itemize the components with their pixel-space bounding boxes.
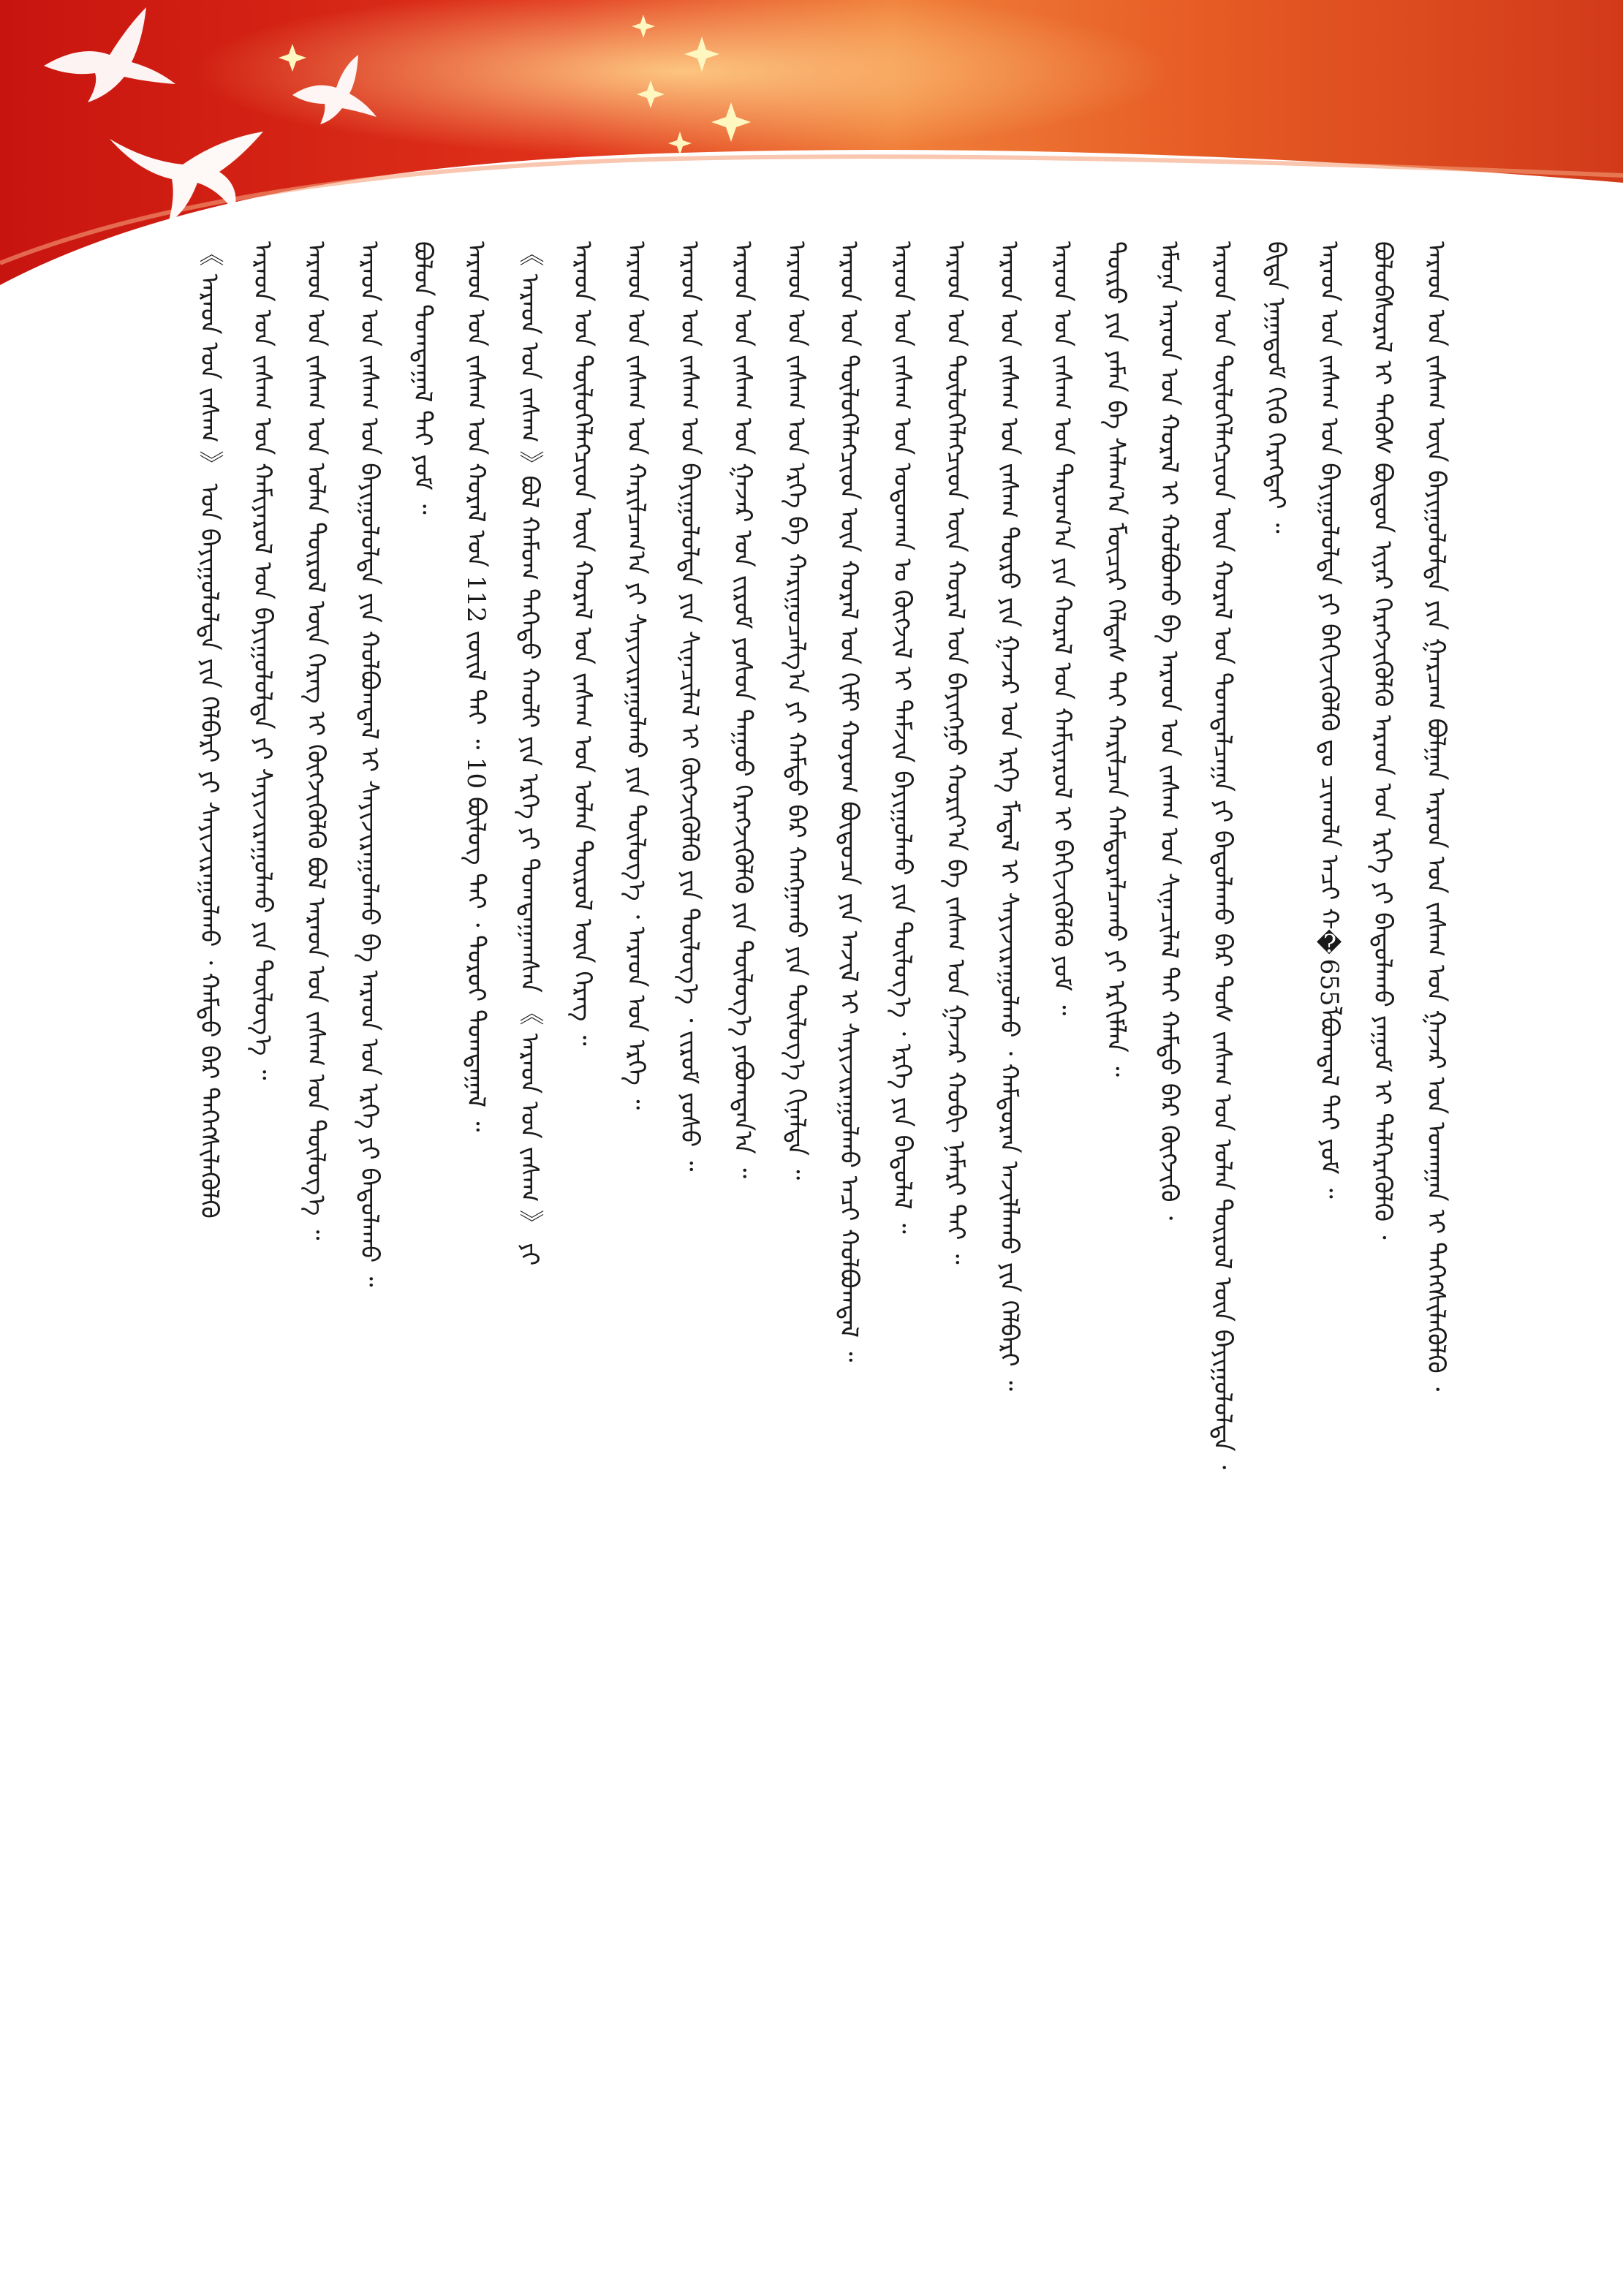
text-column: ᠠᠷᠠᠳ ᠤᠨ ᠵᠠᠰᠠᠭ ᠤᠨ ᠣᠳᠣᠬᠠᠨ ᠤ ᠬᠥᠭᠵᠢᠯ ᠢ ᠳᠡᠮᠵᠢᠨ ᠪᠠᠶᠢᠭᠤᠯᠬᠤ ᠶᠢᠨ ᠲᠥᠯᠦᠭ᠎ᠡ ᠂ ᠡᠷᠬᠡ ᠶᠢᠨ ᠪᠠᠲᠤᠯᠠᠯ ᠃: [888, 241, 917, 1234]
text-column: ᠡᠮᠦᠨᠡ ᠠᠷᠠᠳ ᠤᠨ ᠬᠤᠷᠠᠯ ᠢ ᠬᠣᠯᠪᠣᠬᠤ ᠪᠠ ᠠᠷᠠᠳ ᠤᠨ ᠵᠠᠰᠠᠭ ᠤᠨ ᠰᠢᠨᠡᠴᠢᠯᠡᠯ ᠲᠡᠢ ᠬᠠᠮᠲᠤ ᠪᠡᠷ ᠬᠥᠭᠵᠢᠬᠦ ᠂: [1154, 241, 1184, 1221]
text-column: ᠠᠷᠠᠳ ᠤᠨ ᠵᠠᠰᠠᠭ ᠤᠨ ᠳᠠᠷᠤᠭ᠎ᠠ ᠶᠢᠨ ᠬᠤᠷᠠᠯ ᠤᠨ ᠬᠠᠮᠢᠶᠠᠷᠤᠯ ᠢ ᠪᠡᠬᠢᠵᠢᠭᠦᠯᠬᠦ ᠶᠤᠮ ᠃: [1048, 241, 1077, 1016]
text-column: ᠪᠣᠯᠣᠪᠰᠤᠷᠠᠯ ᠢ ᠲᠡᠭᠦᠰ ᠪᠦᠲᠦᠨ ᠢᠶᠡᠷ ᠬᠡᠷᠡᠭᠵᠢᠭᠦᠯᠬᠦ ᠠᠷᠠᠳ ᠤᠨ ᠡᠷᠬᠡ ᠶᠢ ᠪᠠᠲᠤᠯᠠᠬᠤ ᠶᠠᠭᠤᠮ ᠢ ᠳᠡᠯᠭᠡᠷᠡᠭᠦᠯᠬᠦ ᠂: [1368, 241, 1397, 1240]
text-column: ᠠᠷᠠᠳ ᠤᠨ ᠵᠠᠰᠠᠭ ᠤᠨ ᠪᠠᠶᠢᠭᠤᠯᠤᠯᠲᠠ ᠶᠢᠨ ᠬᠣᠯᠪᠣᠭᠳᠠᠯ ᠢ ᠰᠠᠶᠢᠵᠢᠷᠠᠭᠤᠯᠬᠤ ᠪᠠ ᠠᠷᠠᠳ ᠤᠨ ᠡᠷᠬᠡ ᠶᠢ ᠪᠠᠲᠤᠯᠠᠬᠤ ᠃: [355, 241, 384, 1287]
text-column: ᠠᠷᠠᠳ ᠤᠨ ᠲᠥᠯᠦᠭᠡᠯᠡᠭᠴᠢᠳ ᠦᠨ ᠬᠤᠷᠠᠯ ᠤᠨ ᠪᠠᠶᠢᠩᠭᠤ ᠬᠣᠷᠢᠶ᠎ᠠ ᠪᠠ ᠵᠠᠰᠠᠭ ᠤᠨ ᠭᠠᠵᠠᠷ ᠬᠤᠪᠢ ᠨᠡᠮᠡᠷᠢ ᠲᠡᠢ ᠃: [941, 241, 970, 1265]
text-column: 《 ᠠᠷᠠᠳ ᠤᠨ ᠵᠠᠰᠠᠭ 》 ᠤᠨ ᠪᠠᠶᠢᠭᠤᠯᠤᠯᠲᠠ ᠶᠢᠨ ᠬᠡᠯᠪᠡᠷᠢ ᠶᠢ ᠰᠠᠶᠢᠵᠢᠷᠠᠭᠤᠯᠬᠤ ᠂ ᠬᠠᠮᠲᠤ ᠪᠡᠷ ᠳᠡᠭᠡᠭᠰᠢᠯᠡᠭᠦᠯᠬᠦ: [194, 241, 224, 1219]
text-column: ᠠᠷᠠᠳ ᠤᠨ ᠵᠠᠰᠠᠭ ᠤᠨ ᠬᠠᠷᠢᠯᠴᠠᠭ᠎ᠠ ᠶᠢ ᠰᠠᠶᠢᠵᠢᠷᠠᠭᠤᠯᠬᠤ ᠶᠢᠨ ᠲᠥᠯᠦᠭ᠎ᠡ ᠂ ᠠᠷᠠᠳ ᠤᠨ ᠡᠷᠬᠡ ᠃: [621, 241, 651, 1110]
text-column: ᠠᠷᠠᠳ ᠤᠨ ᠵᠠᠰᠠᠭ ᠤᠨ ᠬᠠᠮᠢᠶᠠᠷᠤᠯ ᠤᠨ ᠪᠠᠶᠢᠭᠤᠯᠤᠯᠲᠠ ᠶᠢ ᠰᠠᠶᠢᠵᠢᠷᠠᠭᠤᠯᠬᠤ ᠶᠢᠨ ᠲᠥᠯᠦᠭ᠎ᠡ ᠃: [248, 241, 277, 1080]
text-column: ᠠᠷᠠᠳ ᠤᠨ ᠲᠥᠯᠦᠭᠡᠯᠡᠭᠴᠢᠳ ᠦᠨ ᠬᠤᠷᠠᠯ ᠤᠨ ᠵᠠᠰᠠᠭ ᠤᠨ ᠣᠯᠠᠨ ᠲᠥᠷᠦᠯ ᠦᠨ ᠬᠡᠷᠡᠭ ᠃: [568, 241, 597, 1046]
text-column: ᠠᠷᠠᠳ ᠤᠨ ᠲᠥᠯᠦᠭᠡᠯᠡᠭᠴᠢᠳ ᠦᠨ ᠬᠤᠷᠠᠯ ᠤᠨ ᠬᠢᠮᠢ ᠬᠤᠶᠤᠭ ᠪᠦᠲᠦᠴᠡ ᠶᠢᠨ ᠠᠵᠢᠯ ᠢ ᠰᠠᠶᠢᠵᠢᠷᠠᠭᠤᠯᠬᠤ ᠠᠴᠢ ᠬᠣᠯᠪᠣᠭᠳᠠᠯ ᠃: [834, 241, 863, 1363]
text-column: ᠠᠷᠠᠳ ᠤᠨ ᠵᠠᠰᠠᠭ ᠦᠨ ᠪᠠᠶᠢᠭᠤᠯᠤᠯᠲᠠ ᠶᠢᠨ ᠭᠠᠷᠴᠠᠭ ᠪᠣᠯᠭᠠᠨ ᠠᠷᠠᠳ ᠤᠨ ᠵᠠᠰᠠᠭ ᠤᠨ ᠭᠠᠵᠠᠷ ᠤᠨ ᠤᠬᠠᠭᠠᠨ ᠢ ᠳᠡᠭᠡᠭᠰᠢᠯᠡᠭᠦᠯᠬᠦ ᠂: [1421, 241, 1450, 1392]
text-column: ᠠᠷᠠᠳ ᠤᠨ ᠵᠠᠰᠠᠭ ᠤᠨ ᠪᠠᠶᠢᠭᠤᠯᠤᠯᠲᠠ ᠶᠢᠨ ᠰᠢᠨᠡᠴᠢᠯᠡᠯ ᠢ ᠬᠥᠭᠵᠢᠭᠦᠯᠬᠦ ᠶᠢᠨ ᠲᠥᠯᠦᠭ᠎ᠡ ᠂ ᠵᠢᠷᠤᠮ ᠶᠣᠰᠣ ᠃: [675, 241, 704, 1172]
text-column: ᠠᠷᠠᠳ ᠤᠨ ᠵᠠᠰᠠᠭ ᠤᠨ ᠡᠷᠬᠡ ᠪᠠ ᠬᠠᠷᠢᠭᠤᠴᠠᠯᠭ᠎ᠠ ᠶᠢ ᠬᠠᠮᠲᠤ ᠪᠡᠷ ᠬᠠᠩᠭᠠᠬᠤ ᠶᠢᠨ ᠲᠥᠯᠦᠭ᠎ᠡ ᠬᠢᠨᠠᠯᠲᠠ ᠃: [782, 241, 811, 1181]
text-column: ᠠᠷᠠᠳ ᠤᠨ ᠵᠠᠰᠠᠭ ᠤᠨ ᠣᠯᠠᠨ ᠲᠥᠷᠦᠯ ᠦᠨ ᠬᠡᠷᠡᠭ ᠢ ᠬᠥᠭᠵᠢᠭᠦᠯᠬᠦ ᠪᠣᠯ ᠠᠷᠠᠳ ᠤᠨ ᠵᠠᠰᠠᠭ ᠤᠨ ᠲᠥᠯᠦᠭ᠎ᠡ ᠃: [301, 241, 330, 1240]
text-column: ᠠᠷᠠᠳ ᠤᠨ ᠵᠠᠰᠠᠭ ᠤᠨ ᠬᠤᠷᠠᠯ ᠤᠨ 112 ᠵᠦᠢᠯ ᠲᠡᠢ ᠃ 10 ᠪᠦᠯᠦᠭ ᠲᠡᠢ ᠂ ᠳᠣᠷᠤᠢ ᠲᠣᠭᠲᠠᠭᠠᠯ ᠃: [461, 241, 491, 1132]
vertical-text-body: [183, 241, 1462, 2069]
text-column: ᠠᠷᠠᠳ ᠤᠨ ᠵᠠᠰᠠᠭ ᠤᠨ ᠭᠠᠵᠠᠷ ᠤᠨ ᠵᠢᠷᠤᠮ ᠶᠣᠰᠣᠨ ᠳᠠᠭᠤᠤ ᠬᠡᠷᠡᠭᠵᠢᠭᠦᠯᠬᠦ ᠶᠢᠨ ᠲᠥᠯᠦᠭ᠎ᠡ ᠶᠠᠪᠤᠭᠳᠠᠨ᠎ᠠ ᠃: [728, 241, 757, 1178]
text-column: ᠪᠣᠯᠣᠨ ᠲᠣᠭᠲᠠᠭᠠᠯ ᠲᠠᠢ ᠶᠤᠮ ᠃: [408, 241, 437, 515]
text-column: ᠲᠥᠷᠦ ᠶᠢᠨ ᠶᠠᠮᠠᠨ ᠪᠠ ᠰᠠᠯᠠᠭ᠎ᠠ ᠮᠥᠴᠢᠷ ᠬᠡᠯᠲᠡᠰ ᠲᠡᠢ ᠬᠠᠷᠢᠯᠴᠠᠨ ᠬᠠᠮᠲᠤᠷᠠᠯᠴᠠᠬᠤ ᠶᠢ ᠡᠷᠬᠢᠮᠯᠡᠨ ᠃: [1101, 241, 1130, 1077]
text-column: 《 ᠠᠷᠠᠳ ᠤᠨ ᠵᠠᠰᠠᠭ 》ᠪᠣᠯ ᠬᠠᠮᠤᠭ ᠳᠡᠭᠡᠳᠦ ᠬᠠᠤᠯᠢ ᠶᠢᠨ ᠡᠷᠬᠡ ᠶᠢ ᠲᠣᠭᠲᠠᠭᠠᠭᠰᠠᠨ 《 ᠠᠷᠠᠳ ᠤᠨ ᠵᠠᠰᠠᠭ 》 ᠶᠢ: [515, 241, 544, 1266]
text-column: ᠠᠷᠠᠳ ᠤᠨ ᠵᠠᠰᠠᠭ ᠤᠨ ᠵᠠᠰᠠᠭ ᠲᠥᠷᠦ ᠶᠢᠨ ᠭᠠᠵᠠᠷ ᠤᠨ ᠡᠷᠬᠡ ᠮᠡᠳᠡᠯ ᠢ ᠰᠠᠶᠢᠵᠢᠷᠠᠭᠤᠯᠬᠤ ᠂ ᠬᠠᠮᠲᠤᠷᠠᠨ ᠠᠵᠢᠯᠯᠠᠬᠤ ᠶᠢᠨ ᠬᠡᠯᠪᠡᠷᠢ ᠃: [994, 241, 1024, 1391]
text-column: ᠠᠷᠠᠳ ᠤᠨ ᠵᠠᠰᠠᠭ ᠤᠨ ᠪᠠᠶᠢᠭᠤᠯᠤᠯᠲᠠ ᠶᠢ ᠪᠡᠬᠢᠵᠢᠭᠦᠯᠬᠦ ᠳᠤ ᠴᠢᠬᠤᠯᠠ ᠠᠴᠢ ᠬ�655ᠯᠪᠣᠭᠳᠠᠯ ᠲᠠᠢ ᠶᠤᠮ ᠃: [1314, 241, 1344, 1199]
text-column: ᠠᠷᠠᠳ ᠤᠨ ᠲᠥᠯᠦᠭᠡᠯᠡᠭᠴᠢᠳ ᠦᠨ ᠬᠤᠷᠠᠯ ᠤᠨ ᠲᠣᠭᠲᠠᠯᠴᠠᠭᠠ ᠶᠢ ᠪᠠᠲᠤᠯᠠᠬᠤ ᠪᠡᠷ ᠲᠤᠰ ᠵᠠᠰᠠᠭ ᠤᠨ ᠣᠯᠠᠨ ᠲᠥᠷᠦᠯ ᠦᠨ ᠪᠠᠶᠢᠭᠤᠯᠤᠯᠲᠠ ᠂: [1208, 241, 1237, 1470]
text-column: ᠪᠢᠳᠡ ᠨᠠᠭᠠᠳᠤᠮ ᠬᠢᠬᠦ ᠬᠡᠷᠡᠭᠲᠡᠢ ᠃: [1261, 241, 1290, 534]
